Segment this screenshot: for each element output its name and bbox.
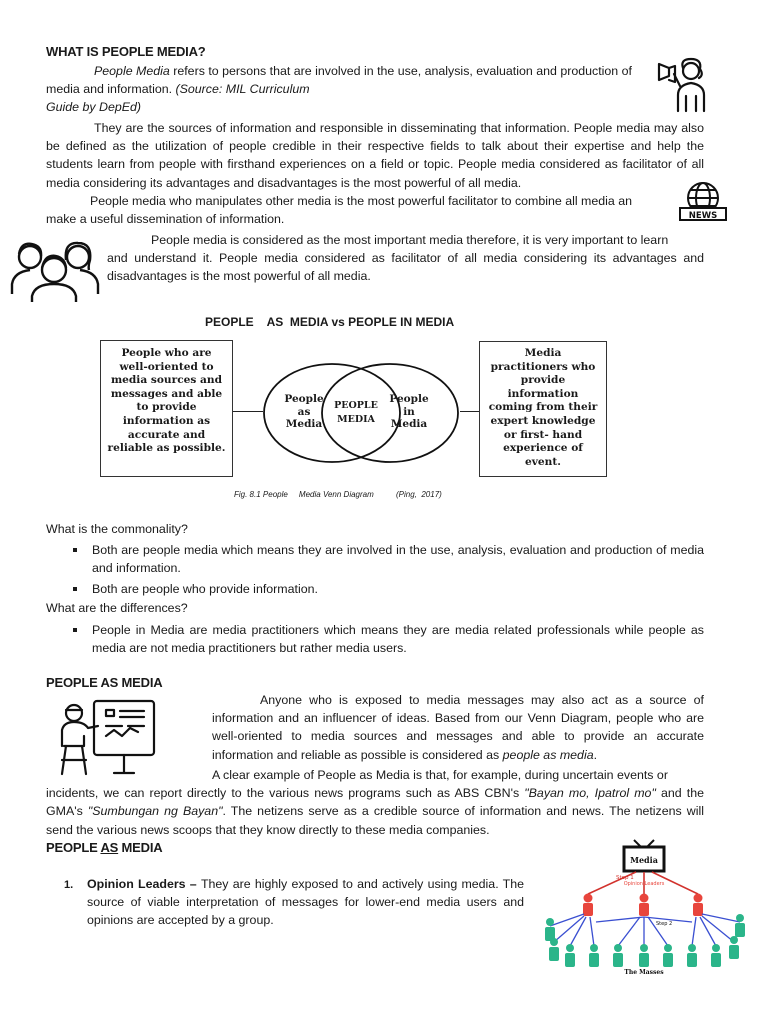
section-heading-what-is-people-media: WHAT IS PEOPLE MEDIA?: [46, 44, 206, 59]
the-masses-label: The Masses: [624, 969, 664, 976]
people-as-media-box-text: People who are well-oriented to media sources and messages and able to provide information as accurate and reliable as possible.: [107, 347, 226, 455]
bullet-marker: [73, 548, 77, 552]
section-heading-people-as-media-2: [46, 840, 162, 855]
bullet-text: People in Media are media practitioners which means they are media related professionals while people as media are not media practitioners but rather media users.: [92, 623, 704, 656]
globe-news-icon: [676, 178, 730, 228]
question-commonality: What is the commonality?: [46, 522, 188, 536]
opinion-leaders-item: [87, 875, 524, 930]
people-as-media-term: people as media: [502, 747, 594, 762]
step2-arrows: [550, 914, 740, 946]
svg-text:NEWS: NEWS: [688, 211, 718, 221]
paragraph-most-important: [107, 231, 704, 286]
paragraph-definition: [46, 62, 646, 117]
venn-title: PEOPLE AS MEDIA vs PEOPLE IN MEDIA: [205, 315, 455, 329]
heading-part-a: PEOPLE: [46, 840, 101, 855]
step2-label: Step 2: [656, 921, 673, 927]
megaphone-person-icon: [656, 56, 714, 114]
anyone-exposed-text: Anyone who is exposed to media messages may also act as a source of information and an influencer of ideas. Based from our Venn Diagram, people who are well-oriented to media sources and messages and able to provide an accurate information and reliable as possible is considered as: [212, 693, 704, 762]
paragraph-sources: They are the sources of information and responsible in disseminating that information. People media may also be defined as the utilization of people credible in their respective fields to talk about their expertise and help the students learn from people with firsthand experiences on a field or topic. People media considered as facilitator of all media considering its advantages and disadvantages is the most powerful of all media.: [46, 121, 704, 190]
definition-text: refers to persons that are involved in the use, analysis, evaluation and production of: [169, 64, 632, 78]
figure-caption: Fig. 8.1 People Media Venn Diagram (Ping, 2017): [234, 490, 442, 499]
group-of-people-icon: [10, 238, 100, 304]
left-circle-label: People as Media: [284, 393, 324, 430]
center-overlap-text: PEOPLE MEDIA: [334, 400, 378, 425]
bullet-commonality-1: [92, 541, 704, 577]
question-differences: What are the differences?: [46, 601, 188, 615]
source-citation-cont: Guide by DepEd): [46, 100, 142, 115]
two-step-flow-graphic: [536, 830, 752, 978]
bullet-marker: [73, 628, 77, 632]
opinion-leaders-label: Opinion Leaders: [623, 881, 665, 887]
people-as-media-box: [100, 340, 233, 477]
section-heading-people-as-media: PEOPLE AS MEDIA: [46, 675, 163, 690]
people-in-media-box: [479, 341, 607, 477]
opinion-leaders-text: They are highly exposed to and actively using media. The source of viable interpretation of messages for lower-end media users and opinions are accepted by a group.: [87, 877, 525, 928]
manipulates-line-2: make a useful dissemination of information.: [46, 212, 285, 227]
clear-example-text: incidents, we can report directly to the various news programs such as ABS CBN's: [46, 786, 525, 801]
right-connector-line: [460, 411, 479, 412]
media-label: Media: [630, 855, 658, 865]
step1-label: Step 1: [616, 875, 634, 881]
list-number: 1.: [64, 879, 74, 891]
term-people-media: People Media: [94, 64, 170, 78]
important-line-2: and understand it. People media considered as facilitator of all media considering its advantages and disadvantages is the most powerful of all media.: [107, 251, 704, 284]
paragraph-clear-example: [46, 766, 704, 839]
bullet-commonality-2: [92, 580, 704, 598]
sumbungan-quote: "Sumbungan ng Bayan": [87, 804, 223, 819]
bullet-marker: [73, 587, 77, 591]
definition-text-cont: media and information.: [46, 82, 176, 97]
bullet-text: Both are people who provide information.: [92, 582, 318, 596]
left-connector-line: [233, 411, 263, 412]
bayan-mo-quote: "Bayan mo, Ipatrol mo": [524, 786, 656, 801]
people-in-media-box-text: Media practitioners who provide information coming from their expert knowledge or first- hand experience of event.: [488, 347, 598, 468]
two-step-flow-svg: [536, 830, 752, 978]
right-circle-label: People in Media: [389, 393, 429, 430]
bullet-text: Both are people media which means they are involved in the use, analysis, evaluation and production of media and information.: [92, 543, 704, 576]
heading-part-as: AS: [100, 840, 119, 855]
manipulates-line-1: People media who manipulates other media is the most powerful facilitator to combine all media an: [90, 194, 633, 208]
tv-icon: [624, 840, 664, 871]
clear-example-line-1: A clear example of People as Media is that, for example, during uncertain events or: [212, 768, 668, 782]
period: .: [593, 747, 598, 762]
clear-example-text-2: and the GMA's: [46, 786, 704, 819]
important-line-1: People media is considered as the most important media therefore, it is very important to learn: [151, 233, 669, 247]
paragraph-anyone-exposed: [212, 691, 704, 764]
source-citation: (Source: MIL Curriculum: [175, 82, 310, 97]
paragraph-manipulates: [46, 192, 676, 228]
bullet-differences-1: [92, 621, 704, 657]
opinion-leaders-term: Opinion Leaders –: [87, 877, 201, 891]
heading-part-c: MEDIA: [118, 840, 163, 855]
center-overlap-label: [333, 399, 379, 427]
masses-figures: [545, 914, 745, 967]
clear-example-text-3: . The netizens serve as a credible source of information and news. The netizens will send the various news scoops that they know directly to these media companies.: [46, 804, 704, 837]
opinion-leader-figures: [583, 894, 703, 917]
